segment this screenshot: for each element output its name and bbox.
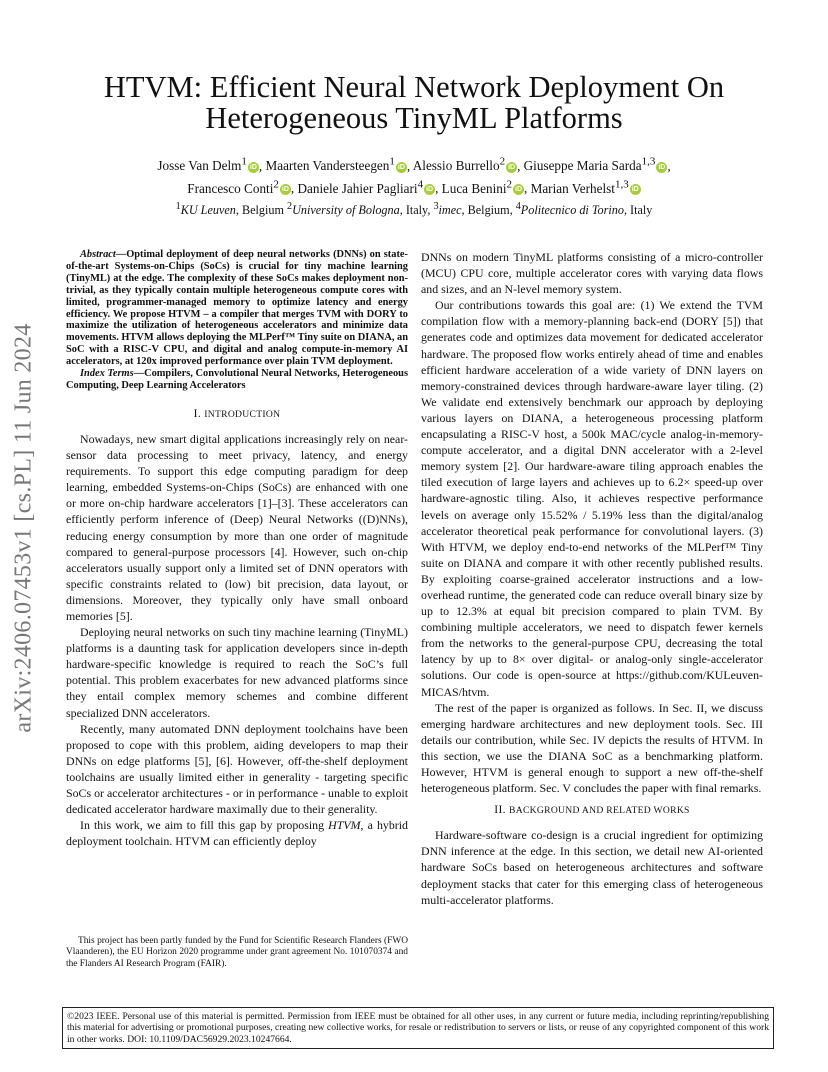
paragraph: Our contributions towards this goal are: (1) We extend the TVM compilation flow with a memory-planning back-end (DORY [5]) that generates code and optimizes data movement for dedicated accelerator hardware. The proposed flow works entirely ahead of time and enables efficient hardware acceleration of a wide variety of DNN layers on memory-constrained devices through hardware-aware layer tiling. (2) We validate end extensively benchmark our approach by deploying various layers on DIANA, a heterogeneous processing platform encapsulating a RISC-V host, a 500k MAC/cycle analog-in-memory-compute accelerator, and a digital DNN accelerator with a 2-level memory system [2]. Our hardware-aware tiling approach enables the tiled execution of large layers and achieves up to 6.2× speed-up over hardware-agnostic tiling. Also, it achieves respective performance levels on average only 15.52% / 5.19% less than the digital/analog accelerator theoretical peak performance for convolutional layers. (3) With HTVM, we deploy end-to-end networks of the MLPerf™ Tiny suite on DIANA and compare it with other recently published results. By exploiting coarse-grained accelerator instructions and a low-overhead runtime, the generated code can reduce overall binary size by up to 12.3% at equal bit precision compared to plain TVM. By combining multiple accelerators, we need to dispatch fewer kernels from the networks to the general-purpose CPU, decreasing the total latency by up to 8× over digital- or analog-only single-accelerator solutions. Our code is open-source at https://github.com/KULeuven-MICAS/htvm. [421, 298, 763, 699]
affiliations: $^1$KU Leuven, Belgium $^2$University of Bologna, Italy, $^3$imec, Belgium, $^4$Politecnico di Torino, Italy [175, 200, 653, 217]
title-line-1: HTVM: Efficient Neural Network Deployment On [103, 70, 725, 104]
author-line-1: Josse Van Delm$^1$ iD , Maarten Vandersteegen$^1$ iD , Alessio Burrello$^2$ iD , Giuseppe Maria Sarda$^{1,3}$ iD , [157, 156, 671, 174]
author: Josse Van Delm$^1$ iD [157, 156, 257, 174]
index-terms: Index Terms—Compilers, Convolutional Neural Networks, Heterogeneous Computing, Deep Learning Accelerators [66, 368, 408, 391]
author: Luca Benini$^2$ iD [441, 178, 522, 196]
paragraph: Nowadays, new smart digital applications increasingly rely on near-sensor data processing to meet privacy, latency, and energy requirements. To support this edge computing paradigm for deep learning, embedded Systems-on-Chips (SoCs) are enhanced with one or more on-chip hardware accelerators [1]–[3]. These accelerators can efficiently perform inference of (Deep) Neural Networks ((D)NNs), reducing energy consumption by more than one order of magnitude compared to general-purpose processors [4]. However, such on-chip accelerators usually support only a limited set of DNN operators with specific constraints related to (low) bit precision, data layout, or dimensions. Moreover, they typically only have small onboard memories [5]. [66, 431, 408, 623]
author: Francesco Conti$^2$ iD [187, 178, 289, 196]
copyright-notice: ©2023 IEEE. Personal use of this material is permitted. Permission from IEEE must be obtained for all other uses, in any current or future media, including reprinting/republishing this material for advertising or promotional purposes, creating new collective works, for resale or redistribution to servers or lists, or reuse of any copyrighted component of this work in other works. DOI: 10.1109/DAC56929.2023.10247664. [62, 1007, 774, 1049]
orcid-icon[interactable]: iD [281, 186, 289, 194]
paragraph: In this work, we aim to fill this gap by proposing HTVM, a hybrid deployment toolchain. HTVM can efficiently deploy [66, 818, 408, 849]
abstract: Abstract—Optimal deployment of deep neural networks (DNNs) on state-of-the-art Systems-on-Chips (SoCs) is crucial for tiny machine learning (TinyML) at the edge. The complexity of these SoCs makes deployment non-trivial, as they typically contain multiple heterogeneous compute cores with limited, programmer-managed memory to optimize latency and energy efficiency. We propose HTVM – a compiler that merges TVM with DORY to maximize the utilization of heterogeneous accelerators and minimize data movements. HTVM allows deploying the MLPerf™ Tiny suite on DIANA, an SoC with a RISC-V CPU, and digital and analog compute-in-memory AI accelerators, at 120x improved performance over plain TVM deployment. [66, 249, 408, 368]
section-heading-introduction: I. INTRODUCTION [193, 406, 281, 420]
author: Marian Verhelst$^{1,3}$ iD [530, 178, 639, 196]
orcid-icon[interactable]: iD [426, 186, 434, 194]
section-heading-background: II. BACKGROUND AND RELATED WORKS [494, 803, 690, 817]
author-block [60, 153, 768, 219]
orcid-icon[interactable]: iD [515, 186, 522, 194]
author-line-2: Francesco Conti$^2$ iD , Daniele Jahier Pagliari$^4$ iD , Luca Benini$^2$ iD , Marian Verhelst$^{1,3}$ iD [187, 178, 639, 196]
right-column [421, 249, 763, 908]
paragraph: DNNs on modern TinyML platforms consisting of a micro-controller (MCU) CPU core, multiple accelerator cores with varying data flows and sizes, and an N-level memory system. [421, 250, 763, 297]
author: Giuseppe Maria Sarda$^{1,3}$ iD [523, 156, 666, 174]
left-column [66, 249, 408, 849]
author: Maarten Vandersteegen$^1$ iD [265, 156, 405, 174]
orcid-icon[interactable]: iD [397, 163, 405, 171]
paragraph: Hardware-software co-design is a crucial ingredient for optimizing DNN inference at the edge. In this section, we detail new AI-oriented hardware SoCs based on heterogeneous architectures and software deployment stacks that cater for this emerging class of heterogeneous multi-accelerator platforms. [421, 828, 763, 907]
orcid-icon[interactable]: iD [631, 186, 639, 194]
paper-title [60, 72, 768, 134]
title-line-2: Heterogeneous TinyML Platforms [205, 101, 623, 135]
paragraph: The rest of the paper is organized as follows. In Sec. II, we discuss emerging hardware architectures and new deployment tools. Sec. III details our contribution, while Sec. IV depicts the results of HTVM. In this section, we use the DIANA SoC as a benchmarking platform. However, HTVM is general enough to support a new off-the-shelf heterogeneous platform. Sec. V concludes the paper with final remarks. [421, 700, 763, 796]
orcid-icon[interactable]: iD [658, 163, 666, 171]
paragraph: Recently, many automated DNN deployment toolchains have been proposed to cope with this problem, aiding developers to map their DNNs on edge platforms [5], [6]. However, off-the-shelf deployment toolchains are usually limited either in generality - targeting specific SoCs or accelerator architectures - or in performance - unable to exploit dedicated accelerator hardware maximally due to their generality. [66, 721, 408, 817]
arxiv-stamp: arXiv:2406.07453v1 [cs.PL] 11 Jun 2024 [10, 323, 37, 733]
author: Daniele Jahier Pagliari$^4$ iD [297, 178, 434, 196]
footnote: This project has been partly funded by the Fund for Scientific Research Flanders (FWO Vlaanderen), the EU Horizon 2020 programme under grant agreement No. 101070374 and the Flanders AI Research Program (FAIR). [66, 936, 408, 969]
orcid-icon[interactable]: iD [508, 163, 516, 171]
orcid-icon[interactable]: iD [249, 163, 257, 171]
paragraph: Deploying neural networks on such tiny machine learning (TinyML) platforms is a daunting task for application developers since in-depth hardware-specific knowledge is required to reach the SoC’s full potential. This problem exacerbates for new advanced platforms since they entail complex memory schemes and combine different specialized DNN accelerators. [66, 625, 408, 720]
author: Alessio Burrello$^2$ iD [412, 156, 516, 174]
